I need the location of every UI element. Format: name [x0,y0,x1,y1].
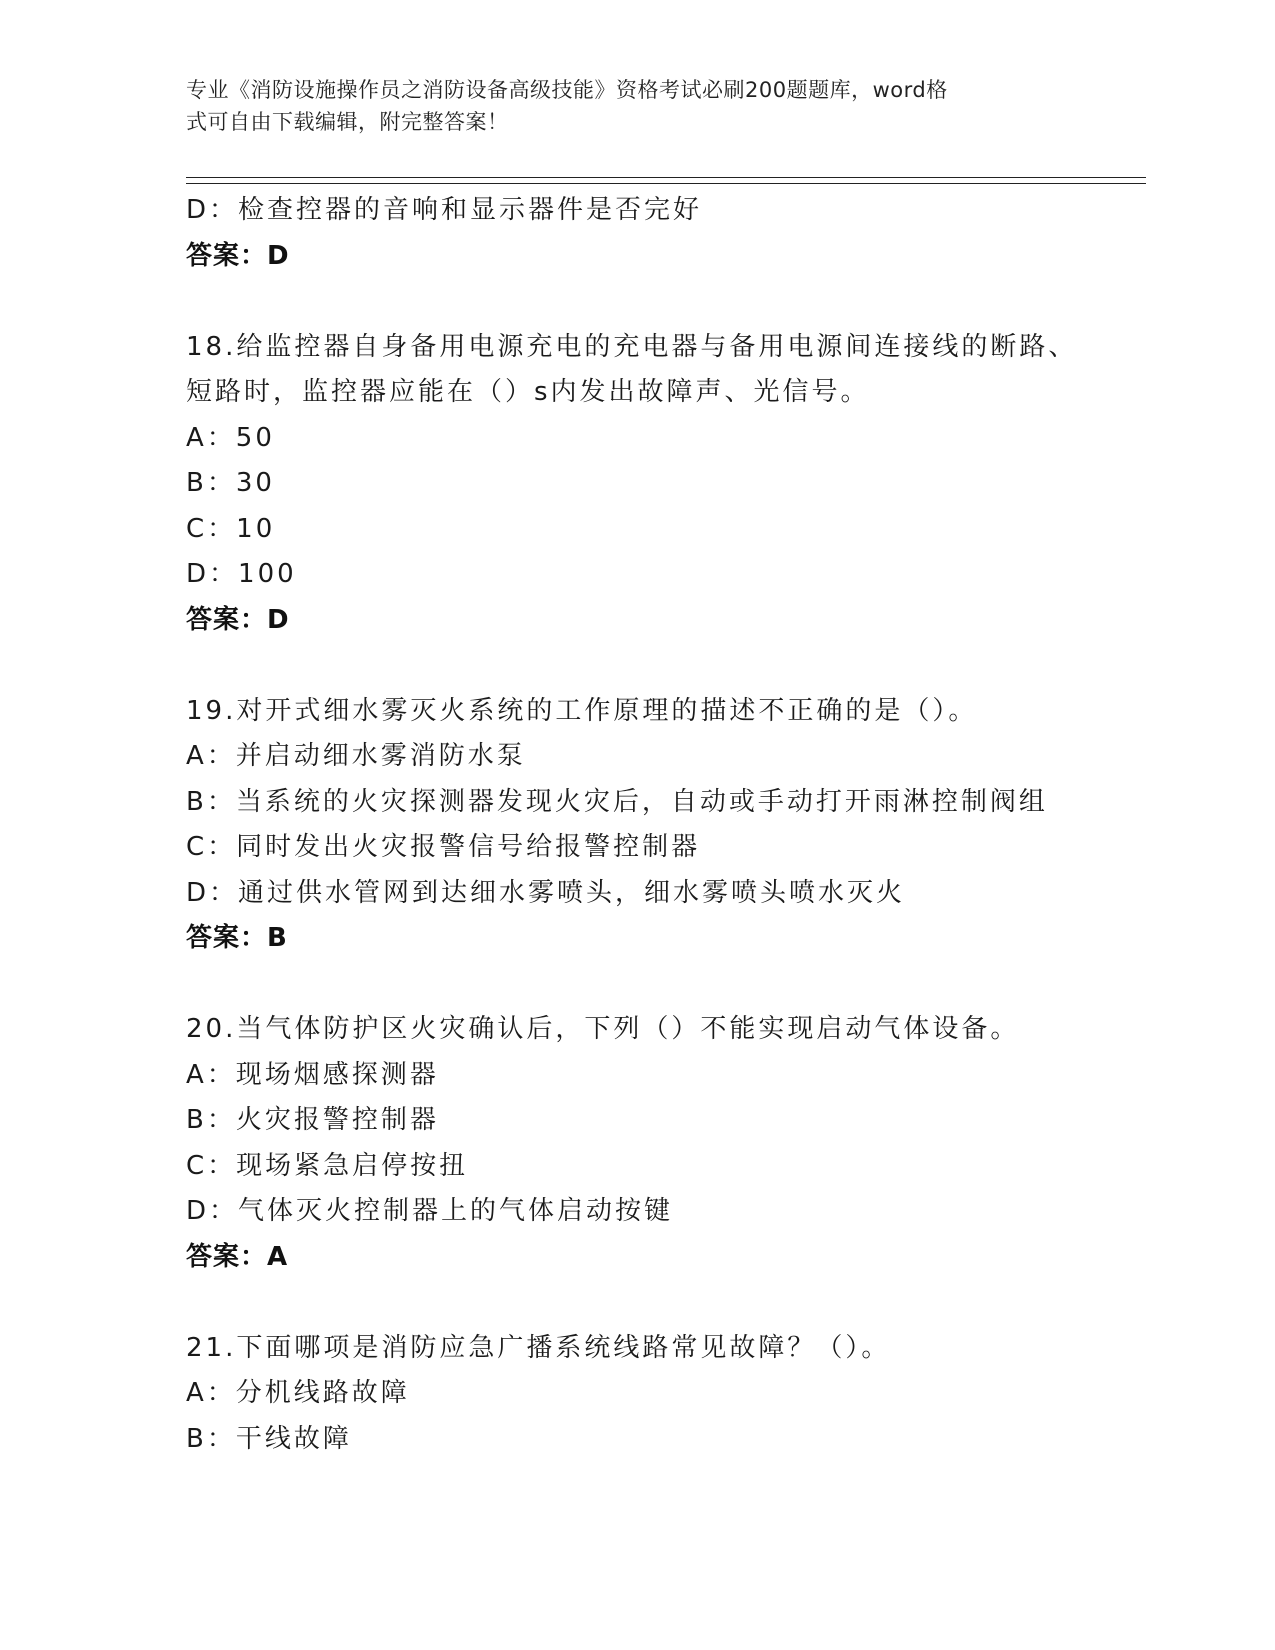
option-b: B：30 [186,468,275,498]
option-c: C：10 [186,513,276,544]
question-stem: 20.当气体防护区火灾确认后，下列（）不能实现启动气体设备。 [186,1014,1020,1044]
answer: 答案：A [186,1241,289,1272]
option-d: D：100 [186,559,297,589]
option-a: A：50 [186,422,275,453]
option-a: A：现场烟感探测器 [186,1059,439,1090]
question-stem: 19.对开式细水雾灭火系统的工作原理的描述不正确的是（）。 [186,695,978,726]
option-d: D：气体灭火控制器上的气体启动按键 [186,1196,674,1226]
option-c: C：现场紧急启停按扭 [186,1150,469,1181]
answer: 答案：D [186,240,290,271]
spacer [186,1280,1146,1326]
answer: 答案：B [186,923,288,953]
option-b: B：干线故障 [186,1423,352,1454]
spacer [186,279,1146,325]
question-17-tail [186,188,1146,279]
question-18 [186,325,1146,644]
option-a: A：并启动细水雾消防水泵 [186,741,526,771]
option-c: C：同时发出火灾报警信号给报警控制器 [186,832,701,862]
option-d: D：检查控器的音响和显示器件是否完好 [186,195,703,225]
question-list [186,188,1146,1462]
document-header [186,74,1066,138]
answer: 答案：D [186,604,290,635]
option-d: D：通过供水管网到达细水雾喷头，细水雾喷头喷水灭火 [186,877,906,908]
header-rule-top [186,177,1146,178]
question-stem: 18.给监控器自身备用电源充电的充电器与备用电源间连接线的断路、 [186,331,1078,362]
spacer [186,962,1146,1008]
question-19 [186,689,1146,962]
question-stem: 21.下面哪项是消防应急广播系统线路常见故障？（）。 [186,1332,891,1363]
header-line-1: 专业《消防设施操作员之消防设备高级技能》资格考试必刷200题题库，word格 [186,78,948,102]
option-b: B：当系统的火灾探测器发现火灾后，自动或手动打开雨淋控制阀组 [186,786,1048,817]
option-b: B：火灾报警控制器 [186,1105,439,1135]
header-line-2: 式可自由下载编辑，附完整答案！ [186,110,509,134]
option-a: A：分机线路故障 [186,1378,410,1408]
header-rule-bottom [186,183,1146,184]
question-stem: 短路时，监控器应能在（）s内发出故障声、光信号。 [186,377,870,407]
question-21 [186,1326,1146,1463]
question-20 [186,1007,1146,1280]
spacer [186,643,1146,689]
